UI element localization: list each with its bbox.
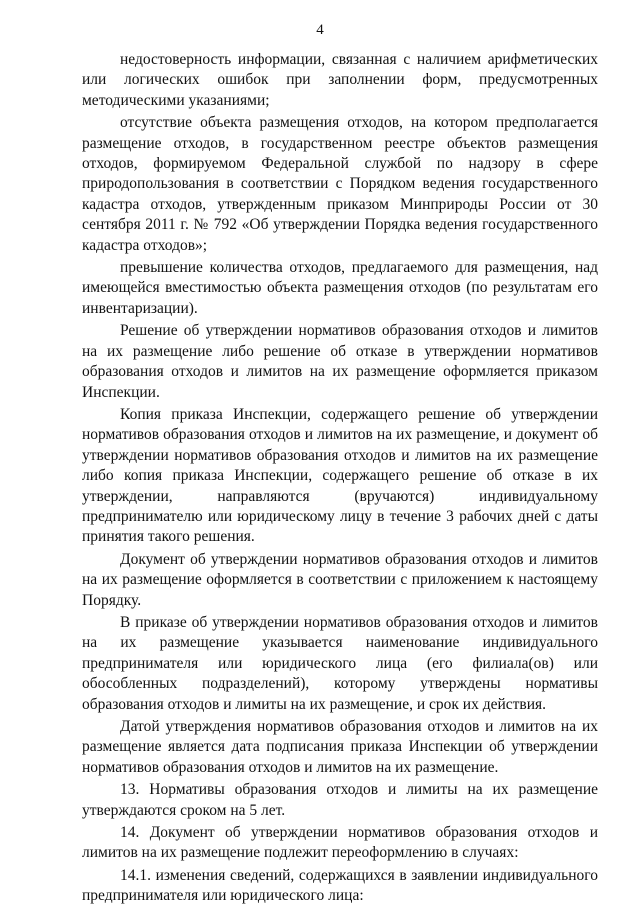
paragraph-order-copy: Копия приказа Инспекции, содержащего решение об утверждении нормативов образования отходов и лимитов на их размещение, и документ об утверждении нормативов образования отходов и лимитов на их размещение либо копия приказа Инспекции, содержащего решение об отказе в их утверждении, направляются (вручаются) индивидуальному предпринимателю или юридическому лицу в течение 3 рабочих дней с даты принятия такого решения. — [82, 405, 598, 546]
paragraph-14-reissue: 14. Документ об утверждении нормативов образования отходов и лимитов на их размещение подлежит переоформлению в случаях: — [82, 824, 598, 862]
paragraph-missing-facility: отсутствие объекта размещения отходов, на котором предполагается размещение отходов, в государственном реестре объектов размещения отходов, формируемом Федеральной службой по надзору в сфере природопользования в соответствии с Порядком ведения государственного кадастра отходов, утвержденным приказом Минприроды России от 30 сентября 2011 г. № 792 «Об утверждении Порядка ведения государственного кадастра отходов»; — [82, 114, 598, 254]
paragraph-14-1-changes: 14.1. изменения сведений, содержащихся в заявлении индивидуального предпринимателя или юридического лица: — [82, 866, 598, 905]
paragraph-capacity-exceeded: превышение количества отходов, предлагаемого для размещения, над имеющейся вместимостью объекта размещения отходов (по результатам его инвентаризации). — [82, 259, 598, 317]
page-number: 4 — [316, 22, 324, 38]
paragraph-order-contents: В приказе об утверждении нормативов образования отходов и лимитов на их размещение указывается наименование индивидуального предпринимателя или юридического лица (его филиала(ов) или обособленных подразделений), которому утверждены нормативы образования отходов и лимиты на их размещение, и срок их действия. — [82, 613, 598, 713]
paragraph-decision-order: Решение об утверждении нормативов образования отходов и лимитов на их размещение либо решение об отказе в утверждении нормативов образования отходов и лимитов на их размещение оформляется приказом Инспекции. — [82, 322, 598, 401]
paragraph-unreliable-info: недостоверность информации, связанная с наличием арифметических или логических ошибок при заполнении форм, предусмотренных методическими указаниями; — [82, 51, 598, 109]
paragraph-document-format: Документ об утверждении нормативов образования отходов и лимитов на их размещение оформляется в соответствии с приложением к настоящему Порядку. — [82, 550, 598, 609]
paragraph-13-term: 13. Нормативы образования отходов и лимиты на их размещение утверждаются сроком на 5 лет. — [82, 781, 598, 819]
paragraph-approval-date: Датой утверждения нормативов образования отходов и лимитов на их размещение является дата подписания приказа Инспекции об утверждении нормативов образования отходов и лимитов на их размещение. — [82, 718, 598, 776]
document-body — [82, 50, 598, 907]
